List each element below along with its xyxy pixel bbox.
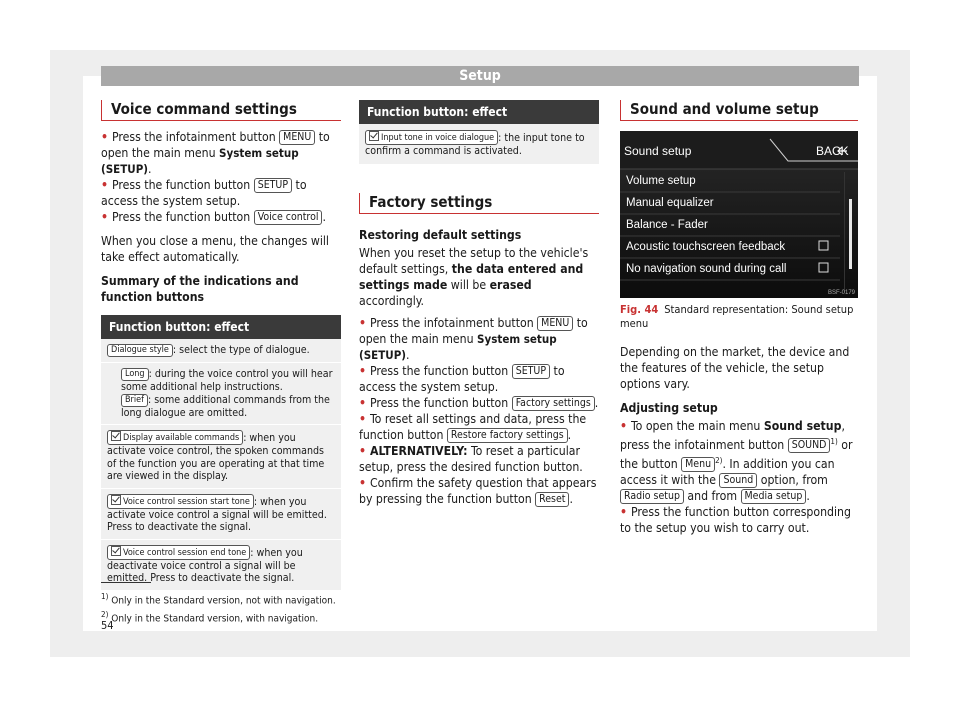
menu-item-equalizer[interactable]: Manual equalizer — [626, 197, 714, 209]
menu-item-touch-feedback[interactable]: Acoustic touchscreen feedback — [626, 241, 786, 253]
menu-item-balance[interactable]: Balance - Fader — [626, 219, 708, 231]
step-2: • Press the function button SETUP to access the system setup. — [101, 178, 307, 208]
left-column — [101, 100, 341, 591]
menu-item-nav-sound[interactable]: No navigation sound during call — [626, 263, 787, 275]
section-header: Setup — [101, 66, 859, 86]
function-table-middle — [359, 100, 599, 165]
step-2: • Press the function button SETUP to access the system setup. — [359, 363, 565, 394]
table-row: Voice control session start tone : when you activate voice control a signal will be emitted. Press to deactivate the signal. — [101, 489, 341, 540]
restoring-text: When you reset the setup to the vehicle's default settings, the data entered and settings made will be erased accordingly. — [359, 245, 589, 308]
step-3: • Press the function button Voice control . — [101, 210, 326, 224]
menu-item-volume[interactable]: Volume setup — [626, 175, 696, 187]
back-button[interactable]: BACK — [816, 144, 849, 158]
footnote-1: $^{1)}$ Only in the Standard version, not with navigation. — [101, 592, 336, 607]
step-5: • ALTERNATIVELY: To reset a particular setup, press the desired function button. — [359, 443, 583, 474]
summary-heading: Summary of the indications and function buttons — [101, 274, 299, 304]
step-3: • Press the function button Factory settings . — [359, 395, 599, 410]
voice-control-key: Voice control — [254, 210, 323, 225]
adjust-step-2: • Press the function button corresponding to the setup you wish to carry out. — [620, 505, 851, 536]
function-table-left — [101, 315, 341, 591]
scrollbar[interactable] — [849, 199, 852, 269]
auto-effect-text: When you close a menu, the changes will take effect automatically. — [101, 234, 329, 264]
checkbox-icon — [111, 546, 121, 556]
menu-key: MENU — [279, 130, 315, 145]
screen-graphic — [620, 131, 858, 298]
right-column — [620, 100, 858, 121]
checkbox-icon — [111, 431, 121, 441]
restoring-heading: Restoring default settings — [359, 227, 522, 242]
setup-key: SETUP — [254, 178, 292, 193]
page-number: 54 — [101, 619, 114, 632]
table-row: Input tone in voice dialogue : the input tone to confirm a command is activated. — [359, 124, 599, 165]
table-header: Function button: effect — [101, 315, 341, 339]
adjusting-heading: Adjusting setup — [620, 401, 718, 415]
sound-setup-screen — [620, 131, 858, 298]
step-1: • Press the infotainment button MENU to open the main menu System setup (SETUP). — [101, 130, 330, 176]
table-row: Voice control session end tone : when you deactivate voice control a signal will be emitted. Press to deactivate the signal. — [101, 540, 341, 591]
sound-volume-heading: Sound and volume setup — [620, 100, 858, 121]
middle-column — [359, 100, 599, 507]
table-row: Long : during the voice control you will hear some additional help instructions. Brief : some additional commands from the long dialogue are omitted. — [101, 363, 341, 425]
step-6: • Confirm the safety question that appears by pressing the function button Reset . — [359, 475, 597, 506]
footnote-2: $^{2)}$ Only in the Standard version, with navigation. — [101, 610, 319, 625]
table-row: Display available commands : when you activate voice control, the spoken commands of the function you are operating at that time are viewed in the display. — [101, 425, 341, 489]
voice-command-heading: Voice command settings — [101, 100, 341, 121]
step-1: • Press the infotainment button MENU to open the main menu System setup (SETUP). — [359, 315, 588, 362]
step-4: • To reset all settings and data, press the function button Restore factory settings . — [359, 411, 587, 442]
checkbox-icon — [111, 495, 121, 505]
screen-title: Sound setup — [624, 144, 692, 158]
footnotes — [101, 590, 401, 627]
adjust-step-1: • To open the main menu Sound setup, press the infotainment button SOUND $^{1)}$ or the button Menu $^{2)}$. In addition you can access it with the Sound option, from Radio setup and from Media setup . — [620, 419, 853, 504]
figure-caption: Fig. 44 Standard representation: Sound setup menu — [620, 303, 854, 330]
footnote-divider — [101, 582, 151, 583]
factory-settings-heading: Factory settings — [359, 193, 599, 214]
table-header: Function button: effect — [359, 100, 599, 124]
table-row: Dialogue style : select the type of dialogue. — [101, 339, 341, 363]
market-text: Depending on the market, the device and the features of the vehicle, the setup options vary. — [620, 345, 850, 391]
checkbox-icon — [369, 131, 379, 141]
figure-code: BSF-0179 — [828, 290, 856, 296]
right-column-text — [620, 344, 860, 536]
